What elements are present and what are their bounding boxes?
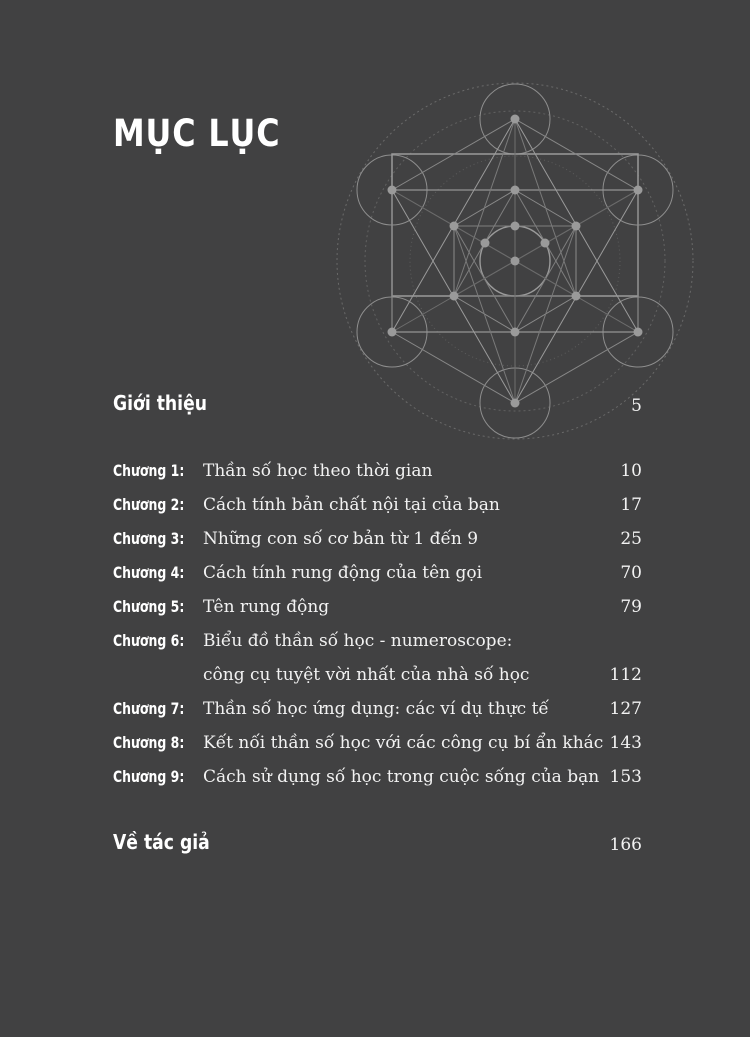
chapter-label: Chương 2: <box>113 495 185 514</box>
chapter-title: Cách sử dụng số học trong cuộc sống của bạn <box>203 767 600 787</box>
chapter-row <box>0 764 750 798</box>
chapter-page: 153 <box>609 767 642 787</box>
chapter-row-continued <box>0 662 750 696</box>
chapter-page: 25 <box>620 529 642 549</box>
intro-page: 5 <box>631 396 642 416</box>
chapter-row <box>0 560 750 594</box>
chapter-row <box>0 526 750 560</box>
about-author-page: 166 <box>609 835 642 855</box>
chapter-row <box>0 594 750 628</box>
chapter-page: 79 <box>620 597 642 617</box>
chapter-label: Chương 8: <box>113 733 185 752</box>
chapter-page: 10 <box>620 461 642 481</box>
metatron-cube-ornament <box>334 80 696 442</box>
chapter-title: Thần số học ứng dụng: các ví dụ thực tế <box>203 699 549 719</box>
chapter-title: Tên rung động <box>203 597 330 617</box>
chapter-row <box>0 492 750 526</box>
intro-label: Giới thiệu <box>113 391 207 415</box>
chapter-page: 127 <box>609 699 642 719</box>
chapter-title: Thần số học theo thời gian <box>203 461 433 481</box>
chapter-title: Cách tính bản chất nội tại của bạn <box>203 495 500 515</box>
chapter-label: Chương 4: <box>113 563 185 582</box>
chapter-row <box>0 458 750 492</box>
about-author-label: Về tác giả <box>113 830 210 854</box>
chapter-page: 143 <box>609 733 642 753</box>
chapter-label: Chương 1: <box>113 461 185 480</box>
chapter-label: Chương 5: <box>113 597 185 616</box>
chapter-label: Chương 3: <box>113 529 185 548</box>
chapter-page: 112 <box>609 665 642 685</box>
chapter-title: Kết nối thần số học với các công cụ bí ẩn khác <box>203 733 604 753</box>
chapter-row <box>0 696 750 730</box>
chapter-list <box>0 458 750 798</box>
chapter-page: 17 <box>620 495 642 515</box>
chapter-page: 70 <box>620 563 642 583</box>
chapter-title: Những con số cơ bản từ 1 đến 9 <box>203 529 479 549</box>
chapter-title: Biểu đồ thần số học - numeroscope: <box>203 631 513 651</box>
chapter-row <box>0 730 750 764</box>
chapter-row <box>0 628 750 662</box>
chapter-title: Cách tính rung động của tên gọi <box>203 563 483 583</box>
toc-title: MỤC LỤC <box>113 112 281 155</box>
chapter-label: Chương 9: <box>113 767 185 786</box>
chapter-label: Chương 6: <box>113 631 185 650</box>
chapter-label: Chương 7: <box>113 699 185 718</box>
chapter-title-continued: công cụ tuyệt vời nhất của nhà số học <box>203 665 530 685</box>
